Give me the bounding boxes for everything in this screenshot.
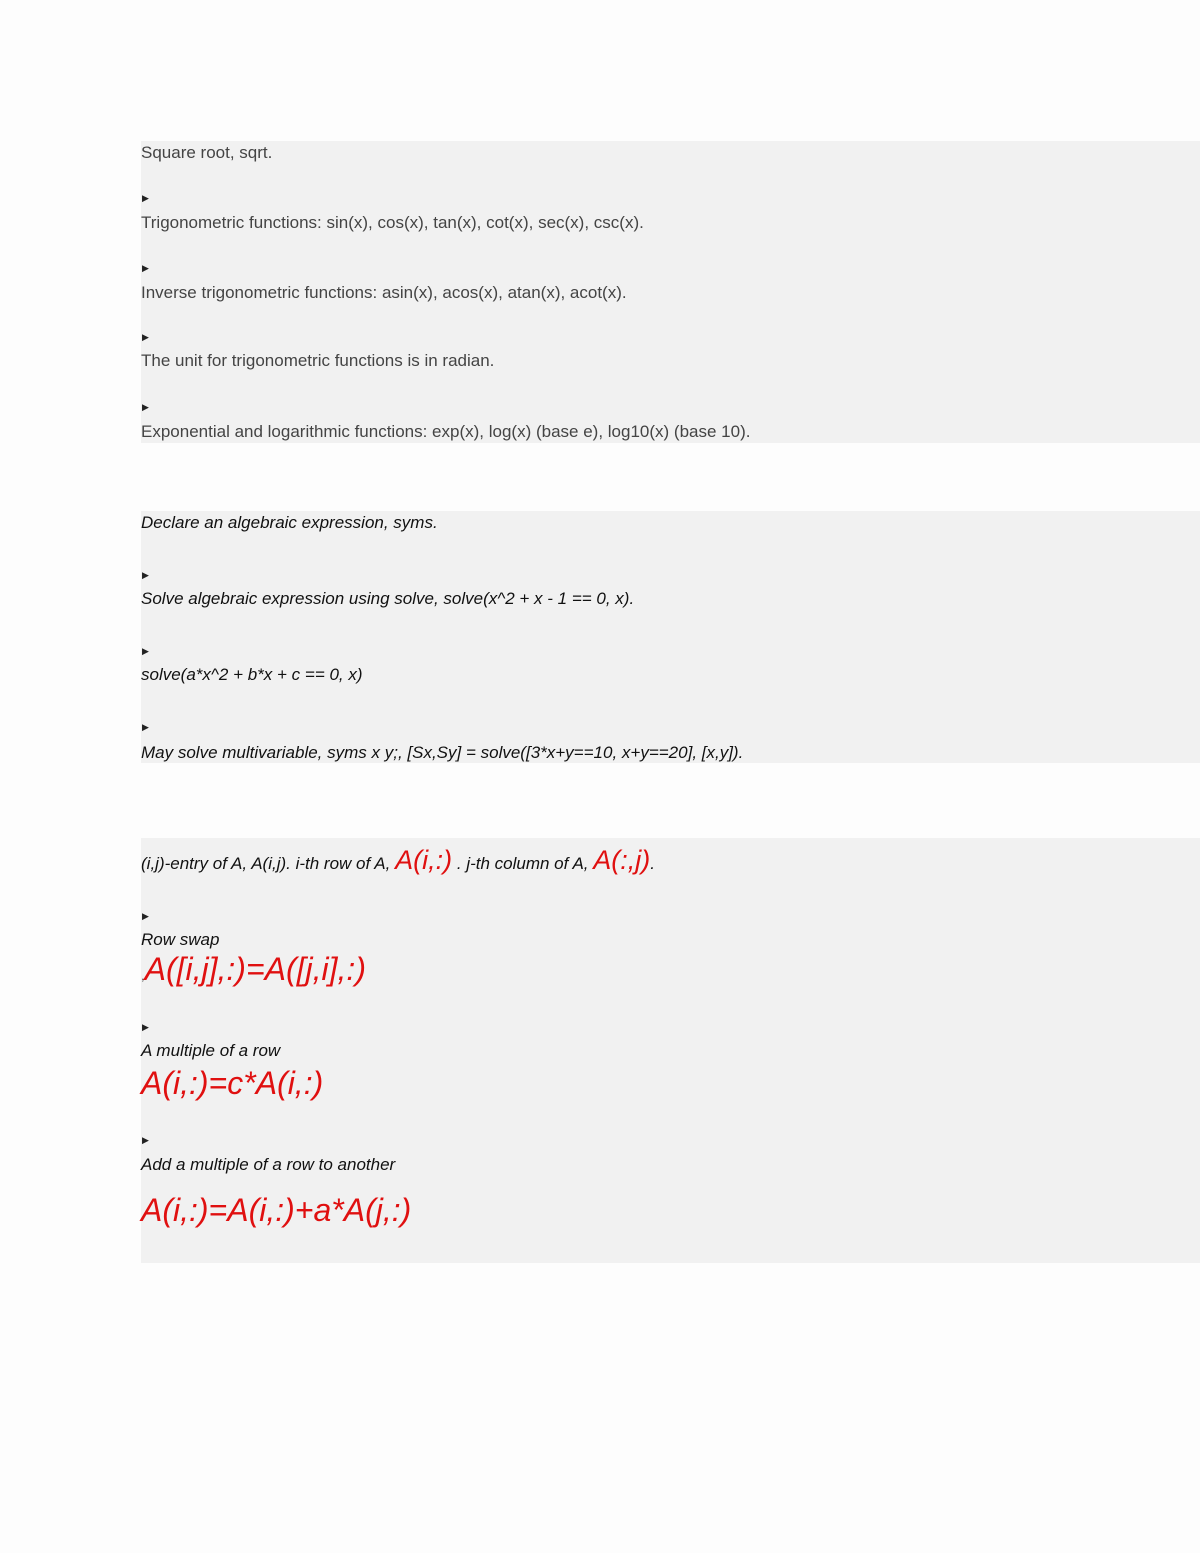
bullet-icon: ▶ <box>142 1022 149 1032</box>
section-1-strip <box>1059 258 1200 305</box>
bullet-icon: ▶ <box>142 646 149 656</box>
section-2-strip <box>1059 718 1200 763</box>
add-multiple-expression: A(i,:)=A(i,:)+a*A(j,:) <box>141 1192 412 1228</box>
multiple-row-expression: A(i,:)=c*A(i,:) <box>141 1065 324 1101</box>
section-3-strip <box>1059 1018 1200 1102</box>
row-swap-prefix: , <box>141 968 145 983</box>
row-swap-expression: A([i,j],:)=A([j,i],:) <box>144 951 366 987</box>
bullet-icon: ▶ <box>142 402 149 412</box>
section-3-strip <box>1059 907 1200 989</box>
matrix-indexing-line <box>141 842 655 882</box>
row-separator: . <box>456 854 462 873</box>
section-2-background-right <box>1059 511 1200 537</box>
bullet-icon: ▶ <box>142 332 149 342</box>
column-intro: j-th column of A, <box>466 854 589 873</box>
section-2-line-4: May solve multivariable, syms x y;, [Sx,Sy] = solve([3*x+y==10, x+y==20], [x,y]). <box>141 743 744 762</box>
column-end: . <box>650 854 655 873</box>
section-1-background-right <box>1059 141 1200 165</box>
section-1-strip <box>1059 396 1200 443</box>
bullet-icon: ▶ <box>142 911 149 921</box>
section-1-line-5: Exponential and logarithmic functions: exp(x), log(x) (base e), log10(x) (base 10). <box>141 422 751 441</box>
add-multiple-label: Add a multiple of a row to another <box>141 1155 396 1174</box>
section-2-line-3: solve(a*x^2 + b*x + c == 0, x) <box>141 665 363 684</box>
bullet-icon: ▶ <box>142 193 149 203</box>
section-2-strip <box>1059 566 1200 613</box>
section-2-line-1: Declare an algebraic expression, syms. <box>141 513 438 532</box>
row-swap-line <box>141 950 366 995</box>
column-expression: A(:,j) <box>593 845 651 875</box>
bullet-icon: ▶ <box>142 570 149 580</box>
bullet-icon: ▶ <box>142 722 149 732</box>
row-expression: A(i,:) <box>395 845 453 875</box>
entry-intro: (i,j)-entry of A, A(i,j). i-th row of A, <box>141 854 391 873</box>
bullet-icon: ▶ <box>142 263 149 273</box>
section-3-strip <box>1059 1131 1200 1231</box>
section-1-strip <box>1059 328 1200 373</box>
section-1-line-3: Inverse trigonometric functions: asin(x), acos(x), atan(x), acot(x). <box>141 283 627 302</box>
section-3-background-right <box>1059 838 1200 878</box>
section-1-line-2: Trigonometric functions: sin(x), cos(x), tan(x), cot(x), sec(x), csc(x). <box>141 213 644 232</box>
section-1-line-1: Square root, sqrt. <box>141 143 273 162</box>
multiple-row-label: A multiple of a row <box>141 1041 281 1060</box>
bullet-icon: ▶ <box>142 1135 149 1145</box>
row-swap-label: Row swap <box>141 930 220 949</box>
section-2-background <box>141 511 1200 763</box>
section-2-line-2: Solve algebraic expression using solve, solve(x^2 + x - 1 == 0, x). <box>141 589 635 608</box>
section-1-strip <box>1059 188 1200 235</box>
section-1-line-4: The unit for trigonometric functions is in radian. <box>141 351 495 370</box>
section-2-strip <box>1059 642 1200 688</box>
